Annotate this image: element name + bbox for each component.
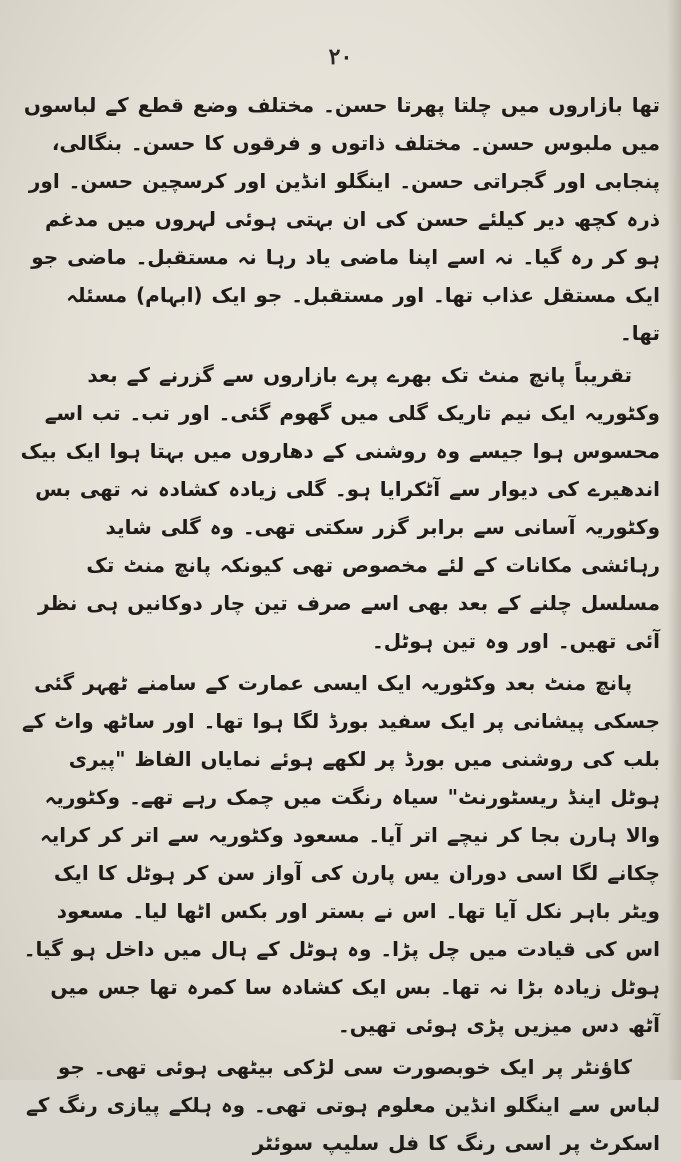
page-number: ۲۰ xyxy=(328,44,353,70)
page-body xyxy=(20,86,660,1155)
paragraph-3: پانچ منٹ بعد وکٹوریہ ایک ایسی عمارت کے سامنے ٹھہر گئی جسکی پیشانی پر ایک سفید بورڈ لگا ہوا تھا۔ اور ساٹھ واٹ کے بلب کی روشنی میں بورڈ پر لکھے ہوئے نمایاں الفاظ "پیری ہوٹل اینڈ ریسٹورنٹ" سیاہ رنگت میں چمک رہے تھے۔ وکٹوریہ والا ہارن بجا کر نیچے اتر آیا۔ مسعود وکٹوریہ سے اتر کر کرایہ چکانے لگا اسی دوران یس پارن کی آواز سن کر ہوٹل کا ایک ویٹر باہر نکل آیا تھا۔ اس نے بستر اور بکس اٹھا لیا۔ مسعود اس کی قیادت میں چل پڑا۔ وہ ہوٹل کے ہال میں داخل ہو گیا۔ ہوٹل زیادہ بڑا نہ تھا۔ بس ایک کشادہ سا کمرہ تھا جس میں آٹھ دس میزیں پڑی ہوئی تھیں۔ xyxy=(21,671,660,1037)
paragraph-1: تھا بازاروں میں چلتا پھرتا حسن۔ مختلف وضع قطع کے لباسوں میں ملبوس حسن۔ مختلف ذاتوں و فرقوں کا حسن۔ بنگالی، پنجابی اور گجراتی حسن۔ اینگلو انڈین اور کرسچین حسن۔ اور ذرہ کچھ دیر کیلئے حسن کی ان بہتی ہوئی لہروں میں مدغم ہو کر رہ گیا۔ نہ اسے اپنا ماضی یاد رہا نہ مستقبل۔ ماضی جو ایک مستقل عذاب تھا۔ اور مستقبل۔ جو ایک (ابہام) مسئلہ تھا۔ xyxy=(23,93,660,345)
page-edge-shadow xyxy=(667,0,681,1080)
paragraph-4: کاؤنٹر پر ایک خوبصورت سی لڑکی بیٹھی ہوئی تھی۔ جو لباس سے اینگلو انڈین معلوم ہوتی تھی۔ وہ ہلکے پیازی رنگ کے اسکرٹ پر اسی رنگ کا فل سلیپ سوئٹر xyxy=(25,1055,660,1155)
paragraph-2: تقریباً پانچ منٹ تک بھرے پرے بازاروں سے گزرنے کے بعد وکٹوریہ ایک نیم تاریک گلی میں گھوم گئی۔ اور تب۔ تب اسے محسوس ہوا جیسے وہ روشنی کے دھاروں میں بہتا ہوا ایک بیک اندھیرے کی دیوار سے آٹکرایا ہو۔ گلی زیادہ کشادہ نہ تھی بس وکٹوریہ آسانی سے برابر گزر سکتی تھی۔ وہ گلی شاید رہائشی مکانات کے لئے مخصوص تھی کیونکہ پانچ منٹ تک مسلسل چلنے کے بعد بھی اسے صرف تین چار دوکانیں ہی نظر آئی تھیں۔ اور وہ تین ہوٹل۔ xyxy=(20,363,660,653)
